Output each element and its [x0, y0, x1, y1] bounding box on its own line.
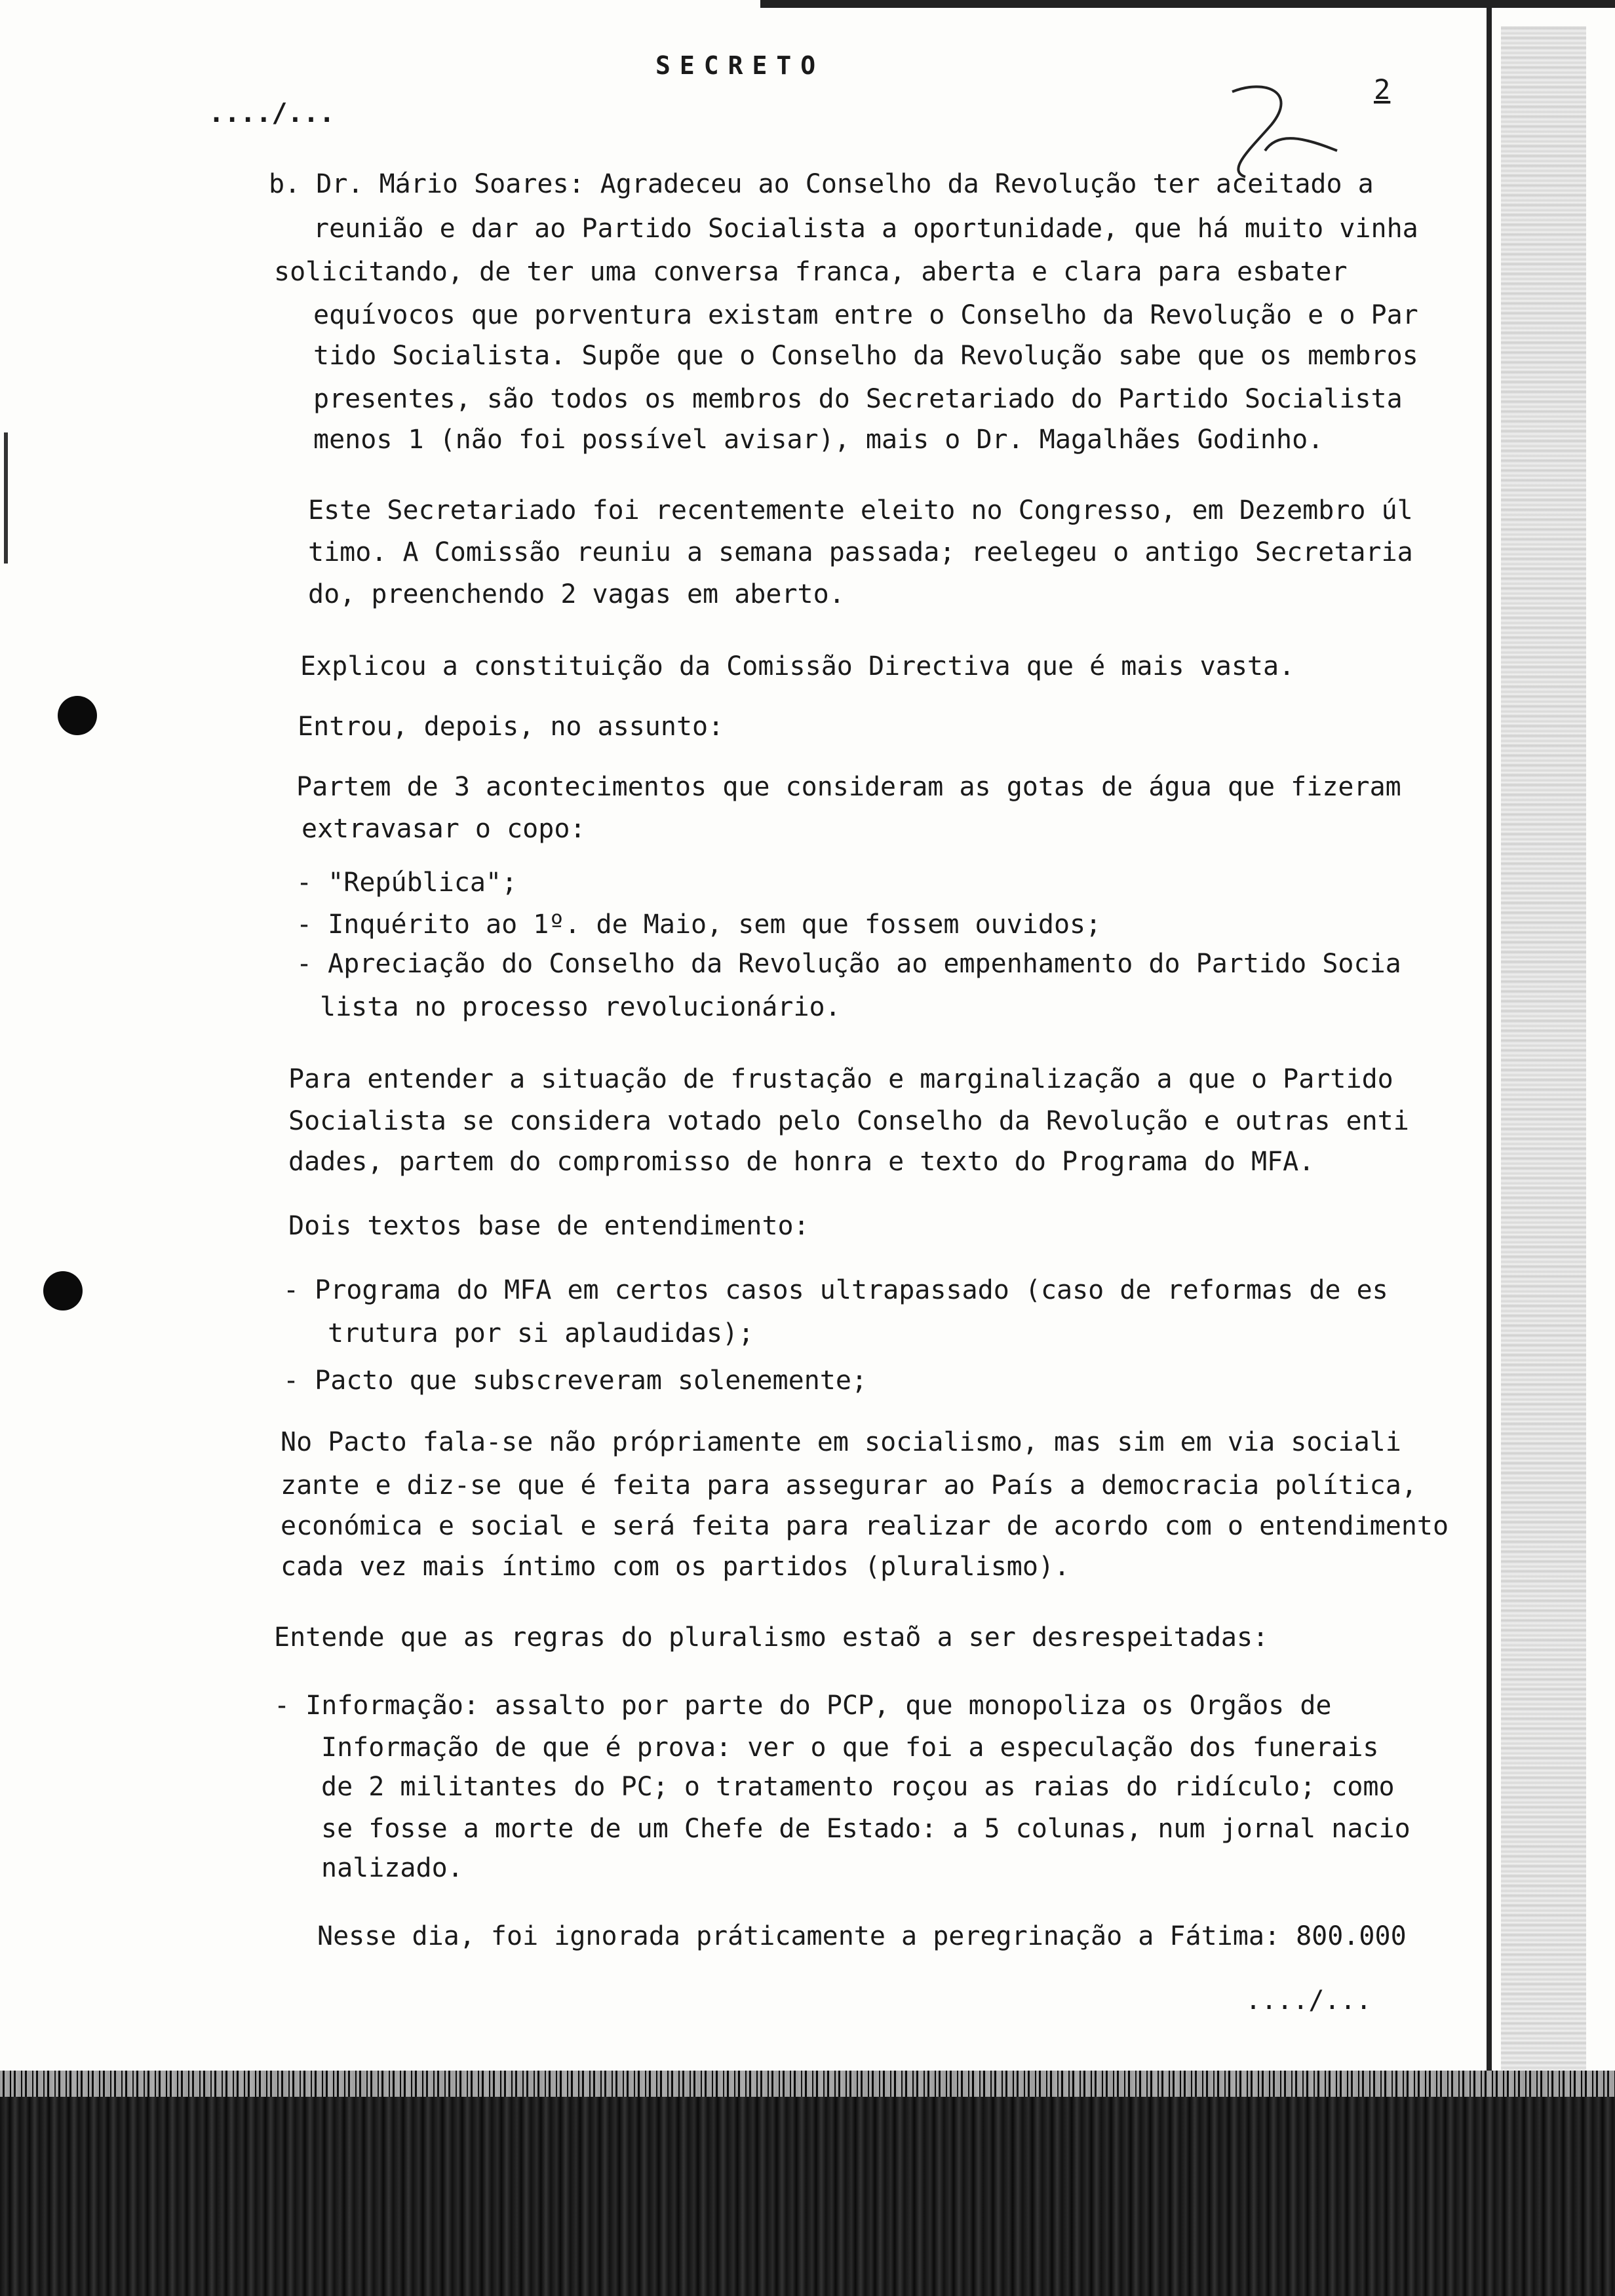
- text-line: cada vez mais íntimo com os partidos (pluralismo).: [281, 1552, 1070, 1582]
- scan-bottom-band: [0, 2071, 1615, 2296]
- text-line: Entrou, depois, no assunto:: [298, 712, 724, 742]
- text-line: menos 1 (não foi possível avisar), mais o Dr. Magalhães Godinho.: [313, 425, 1324, 455]
- text-line: solicitando, de ter uma conversa franca, aberta e clara para esbater: [274, 257, 1348, 287]
- text-line: No Pacto fala-se não própriamente em socialismo, mas sim em via sociali: [281, 1427, 1401, 1457]
- text-line: Dois textos base de entendimento:: [288, 1211, 809, 1241]
- text-line: de 2 militantes do PC; o tratamento roçou as raias do ridículo; como: [321, 1772, 1395, 1802]
- punch-hole-bottom: [43, 1271, 83, 1311]
- text-line: - Pacto que subscreveram solenemente;: [283, 1366, 868, 1396]
- punch-hole-top: [58, 696, 97, 735]
- continuation-mark-bottom: ..../...: [1245, 1985, 1372, 2016]
- text-line: Para entender a situação de frustação e marginalização a que o Partido: [288, 1064, 1393, 1094]
- text-line: se fosse a morte de um Chefe de Estado: a 5 colunas, num jornal nacio: [321, 1814, 1411, 1844]
- text-line: do, preenchendo 2 vagas em aberto.: [308, 579, 845, 609]
- text-line: - Inquérito ao 1º. de Maio, sem que fossem ouvidos;: [296, 909, 1102, 940]
- text-line: - Programa do MFA em certos casos ultrapassado (caso de reformas de es: [283, 1275, 1388, 1305]
- text-line: nalizado.: [321, 1853, 463, 1883]
- text-line: reunião e dar ao Partido Socialista a oportunidade, que há muito vinha: [313, 214, 1418, 244]
- scan-right-border: [1487, 0, 1492, 2116]
- text-line: Este Secretariado foi recentemente eleito no Congresso, em Dezembro úl: [308, 495, 1413, 526]
- text-line: Nesse dia, foi ignorada práticamente a peregrinação a Fátima: 800.000: [317, 1921, 1407, 1951]
- text-line: - Informação: assalto por parte do PCP, que monopoliza os Orgãos de: [274, 1691, 1332, 1721]
- scan-right-edge: [1501, 26, 1586, 2071]
- text-line: - "República";: [296, 868, 518, 898]
- left-edge-mark: [4, 432, 8, 564]
- text-line: Explicou a constituição da Comissão Directiva que é mais vasta.: [300, 651, 1295, 681]
- text-line: trutura por si aplaudidas);: [328, 1318, 754, 1349]
- text-line: dades, partem do compromisso de honra e texto do Programa do MFA.: [288, 1147, 1315, 1177]
- continuation-mark-top: ..../...: [208, 98, 335, 128]
- text-line: Partem de 3 acontecimentos que consideram as gotas de água que fizeram: [296, 772, 1401, 802]
- text-line: Entende que as regras do pluralismo estaõ a ser desrespeitadas:: [274, 1622, 1269, 1653]
- text-line: b. Dr. Mário Soares: Agradeceu ao Conselho da Revolução ter aceitado a: [269, 169, 1374, 199]
- text-line: tido Socialista. Supõe que o Conselho da Revolução sabe que os membros: [313, 341, 1418, 371]
- text-line: Socialista se considera votado pelo Conselho da Revolução e outras enti: [288, 1106, 1409, 1136]
- text-line: lista no processo revolucionário.: [320, 992, 841, 1022]
- text-line: económica e social e será feita para realizar de acordo com o entendimento: [281, 1511, 1449, 1541]
- text-line: presentes, são todos os membros do Secretariado do Partido Socialista: [313, 384, 1403, 414]
- page-number: 2: [1374, 73, 1391, 105]
- text-line: extravasar o copo:: [302, 814, 586, 844]
- classification-header: SECRETO: [655, 51, 825, 80]
- text-line: - Apreciação do Conselho da Revolução ao empenhamento do Partido Socia: [296, 949, 1401, 979]
- text-line: equívocos que porventura existam entre o Conselho da Revolução e o Par: [313, 300, 1418, 330]
- text-line: zante e diz-se que é feita para assegurar ao País a democracia política,: [281, 1470, 1417, 1501]
- scan-bottom-noise: [0, 2071, 1615, 2097]
- text-line: Informação de que é prova: ver o que foi a especulação dos funerais: [321, 1732, 1379, 1763]
- text-line: timo. A Comissão reuniu a semana passada; reelegeu o antigo Secretaria: [308, 537, 1413, 567]
